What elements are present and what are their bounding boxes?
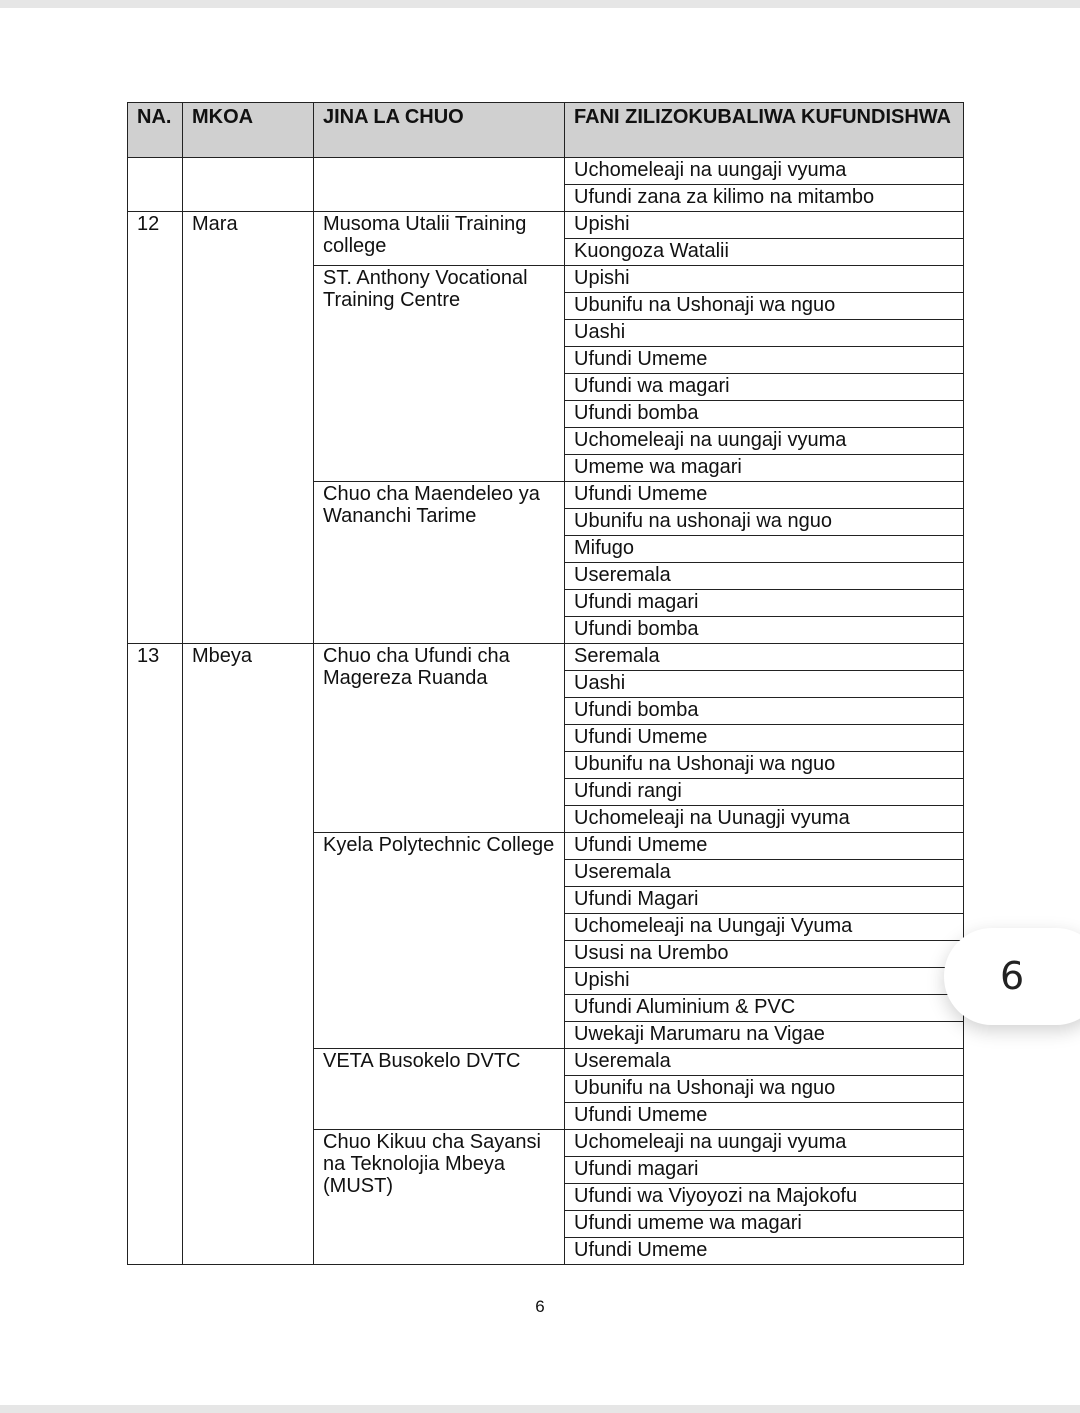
course-cell: Upishi	[565, 968, 964, 995]
viewer-bottom-bar	[0, 1405, 1080, 1413]
course-cell: Ufundi Magari	[565, 887, 964, 914]
course-cell: Uchomeleaji na uungaji vyuma	[565, 1130, 964, 1157]
course-cell: Uchomeleaji na Uunagji vyuma	[565, 806, 964, 833]
course-cell: Ufundi magari	[565, 1157, 964, 1184]
header-na: NA.	[128, 103, 183, 158]
course-cell: Uchomeleaji na uungaji vyuma	[565, 428, 964, 455]
region-name-cell	[183, 158, 314, 212]
page-indicator-label: 6	[1000, 954, 1025, 998]
course-cell: Useremala	[565, 860, 964, 887]
course-cell: Ufundi zana za kilimo na mitambo	[565, 185, 964, 212]
course-cell: Ubunifu na ushonaji wa nguo	[565, 509, 964, 536]
course-cell: Ubunifu na Ushonaji wa nguo	[565, 293, 964, 320]
course-cell: Kuongoza Watalii	[565, 239, 964, 266]
course-cell: Ufundi Umeme	[565, 482, 964, 509]
course-cell: Ufundi rangi	[565, 779, 964, 806]
college-name-cell: ST. Anthony Vocational Training Centre	[314, 266, 565, 482]
course-cell: Upishi	[565, 212, 964, 239]
course-cell: Ufundi Umeme	[565, 347, 964, 374]
viewer-top-bar	[0, 0, 1080, 8]
course-cell: Ufundi bomba	[565, 401, 964, 428]
course-cell: Ufundi bomba	[565, 617, 964, 644]
region-name-cell: Mbeya	[183, 644, 314, 1265]
course-cell: Ufundi umeme wa magari	[565, 1211, 964, 1238]
course-cell: Upishi	[565, 266, 964, 293]
header-fani: FANI ZILIZOKUBALIWA KUFUNDISHWA	[565, 103, 964, 158]
course-cell: Ubunifu na Ushonaji wa nguo	[565, 1076, 964, 1103]
course-cell: Uchomeleaji na Uungaji Vyuma	[565, 914, 964, 941]
course-cell: Ufundi Umeme	[565, 725, 964, 752]
course-cell: Ufundi magari	[565, 590, 964, 617]
course-cell: Uchomeleaji na uungaji vyuma	[565, 158, 964, 185]
region-number-cell	[128, 158, 183, 212]
course-cell: Ubunifu na Ushonaji wa nguo	[565, 752, 964, 779]
course-cell: Uashi	[565, 671, 964, 698]
course-cell: Umeme wa magari	[565, 455, 964, 482]
course-cell: Ufundi Umeme	[565, 1103, 964, 1130]
course-cell: Ususi na Urembo	[565, 941, 964, 968]
region-number-cell: 12	[128, 212, 183, 644]
table-row	[128, 212, 964, 239]
region-name-cell: Mara	[183, 212, 314, 644]
course-cell: Useremala	[565, 1049, 964, 1076]
table-row	[128, 644, 964, 671]
course-cell: Ufundi Aluminium & PVC	[565, 995, 964, 1022]
college-name-cell: Chuo cha Maendeleo ya Wananchi Tarime	[314, 482, 565, 644]
course-cell: Uwekaji Marumaru na Vigae	[565, 1022, 964, 1049]
page-indicator-bubble[interactable]	[944, 928, 1080, 1025]
page-number: 6	[535, 1297, 545, 1316]
college-name-cell: Musoma Utalii Training college	[314, 212, 565, 266]
course-cell: Ufundi wa Viyoyozi na Majokofu	[565, 1184, 964, 1211]
header-mkoa: MKOA	[183, 103, 314, 158]
course-cell: Ufundi bomba	[565, 698, 964, 725]
colleges-table	[127, 102, 964, 1265]
course-cell: Ufundi Umeme	[565, 833, 964, 860]
college-name-cell: Kyela Polytechnic College	[314, 833, 565, 1049]
course-cell: Seremala	[565, 644, 964, 671]
college-name-cell	[314, 158, 565, 212]
course-cell: Mifugo	[565, 536, 964, 563]
course-cell: Ufundi wa magari	[565, 374, 964, 401]
course-cell: Uashi	[565, 320, 964, 347]
region-number-cell: 13	[128, 644, 183, 1265]
table-row	[128, 158, 964, 185]
college-name-cell: Chuo cha Ufundi cha Magereza Ruanda	[314, 644, 565, 833]
college-name-cell: Chuo Kikuu cha Sayansi na Teknolojia Mbeya (MUST)	[314, 1130, 565, 1265]
course-cell: Useremala	[565, 563, 964, 590]
college-name-cell: VETA Busokelo DVTC	[314, 1049, 565, 1130]
table-header-row	[128, 103, 964, 158]
course-cell: Ufundi Umeme	[565, 1238, 964, 1265]
header-jina-la-chuo: JINA LA CHUO	[314, 103, 565, 158]
